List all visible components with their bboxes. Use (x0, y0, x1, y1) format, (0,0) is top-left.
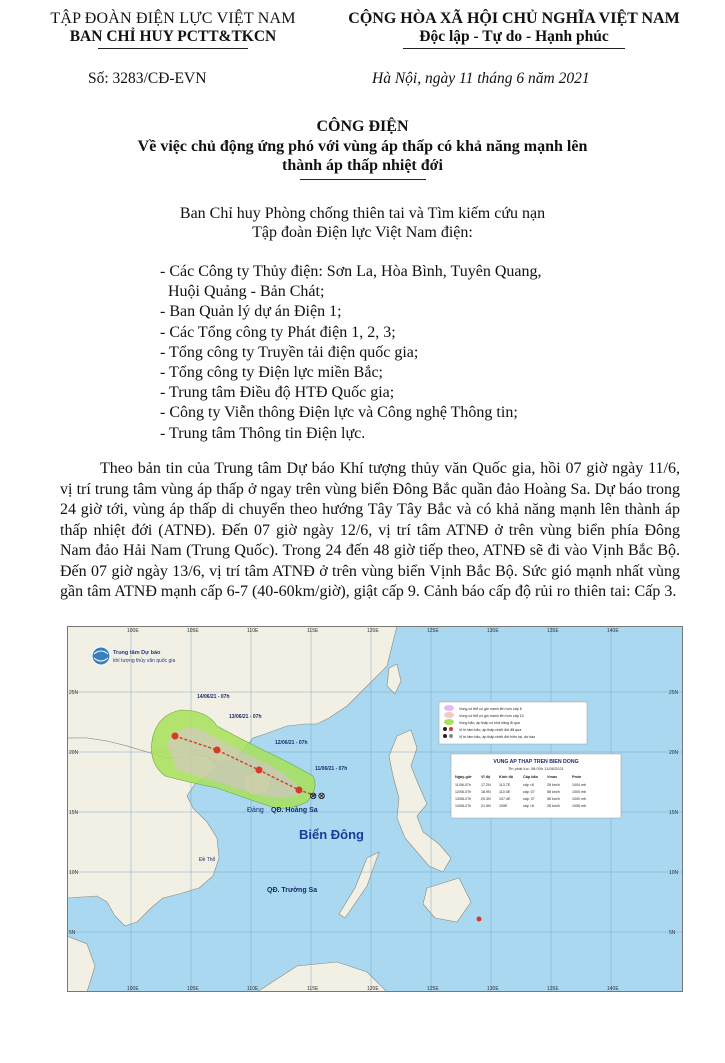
recipient-item: - Trung tâm Thông tin Điện lực. (160, 424, 366, 442)
tick-bottom: 115E (307, 986, 319, 992)
table-cell: cấp: 07 (523, 790, 535, 794)
body-paragraph (60, 459, 680, 603)
table-title: VUNG AP THAP TREN BIEN DONG (493, 759, 579, 765)
recipient-item: - Tổng công ty Điện lực miền Bắc; (160, 364, 383, 382)
recipient-item: - Trung tâm Điều độ HTĐ Quốc gia; (160, 384, 395, 402)
legend-item: Vị trí tâm bão, áp thấp nhiệt đới đã qua (459, 728, 522, 732)
tick-bottom: 100E (127, 986, 139, 992)
tick-top: 135E (547, 628, 559, 634)
table-cell: 56 km/h (547, 797, 560, 801)
tick-left: 25N (69, 690, 79, 696)
legend-item: Vị trí tâm bão, áp thấp nhiệt đới hiện tại, dự báo (459, 735, 536, 739)
tick-top: 115E (307, 628, 319, 634)
tick-top: 125E (427, 628, 439, 634)
track-label-12: 12/06/21 - 07h (275, 740, 308, 746)
legend-item: Vùng có thể có gió mạnh lên hơn cấp 6 (459, 707, 522, 711)
table-cell: 14/06-07h (455, 804, 472, 808)
tick-bottom: 105E (187, 986, 199, 992)
tick-left: 10N (69, 870, 79, 876)
track-label-14: 14/06/21 - 07h (197, 694, 230, 700)
table-cell: 13/06-07h (455, 797, 472, 801)
org-unit: BAN CHỈ HUY PCTT&TKCN (69, 28, 277, 45)
table-cell: 1000 mb (572, 797, 586, 801)
recipient-item: - Tổng công ty Truyền tải điện quốc gia; (160, 343, 419, 361)
track-point-14-06 (172, 733, 179, 740)
table-cell: 17.2N (481, 783, 491, 787)
tick-bottom: 120E (367, 986, 379, 992)
tick-top: 110E (247, 628, 259, 634)
tick-top: 100E (127, 628, 139, 634)
tick-top: 130E (487, 628, 499, 634)
tick-left: 5N (69, 930, 76, 936)
table-cell: 1004 mb (572, 783, 586, 787)
nation-motto: Độc lập - Tự do - Hạnh phúc (419, 28, 609, 45)
motto-underline (403, 48, 625, 49)
recipient-item: - Công ty Viễn thông Điện lực và Công nghệ Thông tin; (160, 404, 518, 422)
legend-item: Vùng có thể có gió mạnh lên hơn cấp 10 (459, 714, 524, 718)
track-label-13: 13/06/21 - 07h (229, 714, 262, 720)
recipient-item: Huội Quảng - Bản Chát; (160, 283, 325, 301)
recipient-item: - Ban Quản lý dự án Điện 1; (160, 303, 342, 321)
table-cell: 1000 mb (572, 790, 586, 794)
map-legend (439, 702, 587, 744)
table-cell: 107.4E (499, 797, 511, 801)
tick-left: 20N (69, 750, 79, 756)
table-header: Ngày-giờ (455, 775, 472, 779)
doc-subject (60, 137, 665, 180)
forecast-table (451, 754, 621, 818)
doc-title: CÔNG ĐIỆN (316, 118, 409, 135)
tick-right: 5N (669, 930, 676, 936)
nation-name: CỘNG HÒA XÃ HỘI CHỦ NGHĨA VIỆT NAM (348, 10, 680, 27)
table-cell: cấp <6 (523, 804, 534, 808)
tick-right: 10N (669, 870, 679, 876)
sender-line-2: Tập đoàn Điện lực Việt Nam điện: (252, 224, 473, 241)
sender-block (130, 204, 595, 242)
track-label-11: 11/06/21 - 07h (315, 766, 348, 772)
tick-bottom: 110E (247, 986, 259, 992)
table-cell: 110.0E (499, 790, 511, 794)
org-header (28, 10, 318, 49)
subject-line-1: Về việc chủ động ứng phó với vùng áp thấp có khả năng mạnh lên (137, 138, 588, 155)
tick-right: 15N (669, 810, 679, 816)
table-cell: 1006 mb (572, 804, 586, 808)
table-cell: cấp: 07 (523, 797, 535, 801)
track-point-11-06 (296, 787, 303, 794)
subject-line-2: thành áp thấp nhiệt đới (282, 157, 443, 174)
subject-underline (300, 179, 426, 180)
legend-item: Vùng bão, áp thấp có khả năng đi qua (459, 721, 520, 725)
table-cell: 12/06-07h (455, 790, 472, 794)
table-header: Cấp bão (523, 775, 538, 779)
recipient-item: - Các Tổng công ty Phát điện 1, 2, 3; (160, 323, 396, 341)
table-cell: 28 km/h (547, 783, 560, 787)
place-hoang-sa-prefix: Đảng (247, 807, 264, 814)
table-subtitle: Tin phát lúc: 08:00h 11/06/2021 (508, 766, 564, 771)
place-hoang-sa: QĐ. Hoàng Sa (271, 807, 318, 814)
doc-number: Số: 3283/CĐ-EVN (88, 70, 207, 87)
agency-name-1: Trung tâm Dự báo (113, 650, 161, 656)
table-cell: 105E (499, 804, 508, 808)
table-cell: cấp <6 (523, 783, 534, 787)
table-header: Kinh độ (499, 775, 514, 779)
table-cell: 18.9N (481, 790, 491, 794)
table-header: Vmax (547, 775, 558, 779)
place-bien-dong: Biển Đông (299, 827, 364, 842)
table-cell: 11/06-07h (455, 783, 471, 787)
recipient-item: - Các Công ty Thủy điện: Sơn La, Hòa Bình, Tuyên Quang, (160, 263, 542, 280)
nation-header (318, 10, 710, 49)
recipient-list (160, 262, 680, 444)
sender-line-1: Ban Chỉ huy Phòng chống thiên tai và Tìm kiếm cứu nạn (179, 205, 546, 222)
tick-right: 20N (669, 750, 679, 756)
agency-name-2: khí tượng thủy văn quốc gia (113, 658, 176, 664)
agency-globe-icon (92, 647, 110, 665)
body-text: Theo bản tin của Trung tâm Dự báo Khí tượng thủy văn Quốc gia, hồi 07 giờ ngày 11/6, vị trí trung tâm vùng áp thấp ở ngay trên vùng biển Đông Bắc quần đảo Hoàng Sa. Dự báo trong 24 giờ tới, vùng áp thấp di chuyển theo hướng Tây Tây Bắc và có khả năng mạnh lên thành áp thấp nhiệt đới (ATNĐ). Đến 07 giờ ngày 12/6, vị trí tâm ATNĐ ở trên vùng biển phía Đông Nam đảo Hải Nam (Trung Quốc). Trong 24 đến 48 giờ tiếp theo, ATNĐ sẽ đi vào Vịnh Bắc Bộ. Đến 07 giờ ngày 13/6, vị trí tâm ATNĐ ở trên vùng biển Vịnh Bắc Bộ. Sức gió mạnh nhất vùng gần tâm ATNĐ mạnh cấp 6-7 (40-60km/giờ), giật cấp 9. Cảnh báo cấp độ rủi ro thiên tai: Cấp 3. (60, 460, 680, 600)
track-point-13-06 (214, 747, 221, 754)
current-storm-icon: ⊗⊗ (309, 791, 326, 802)
tick-bottom: 140E (607, 986, 619, 992)
tick-top: 140E (607, 628, 619, 634)
table-header: Pmin (572, 775, 582, 779)
place-truong-sa: QĐ. Trường Sa (267, 887, 318, 894)
tick-bottom: 125E (427, 986, 439, 992)
place-date: Hà Nội, ngày 11 tháng 6 năm 2021 (372, 70, 590, 87)
org-name: TẬP ĐOÀN ĐIỆN LỰC VIỆT NAM (50, 10, 296, 27)
place-small: Đề Thổ (199, 857, 216, 863)
tick-right: 25N (669, 690, 679, 696)
table-cell: 21.5N (481, 804, 491, 808)
tick-top: 105E (187, 628, 199, 634)
table-cell: 20.3N (481, 797, 491, 801)
marker-dot (477, 917, 482, 922)
org-underline (98, 48, 248, 49)
table-cell: 113.7E (499, 783, 511, 787)
table-cell: 56 km/h (547, 790, 560, 794)
table-cell: 28 km/h (547, 804, 560, 808)
tick-bottom: 130E (487, 986, 499, 992)
table-header: Vĩ độ (481, 775, 491, 779)
storm-forecast-map (67, 626, 683, 992)
tick-bottom: 135E (547, 986, 559, 992)
tick-top: 120E (367, 628, 379, 634)
track-point-12-06 (256, 767, 263, 774)
tick-left: 15N (69, 810, 79, 816)
